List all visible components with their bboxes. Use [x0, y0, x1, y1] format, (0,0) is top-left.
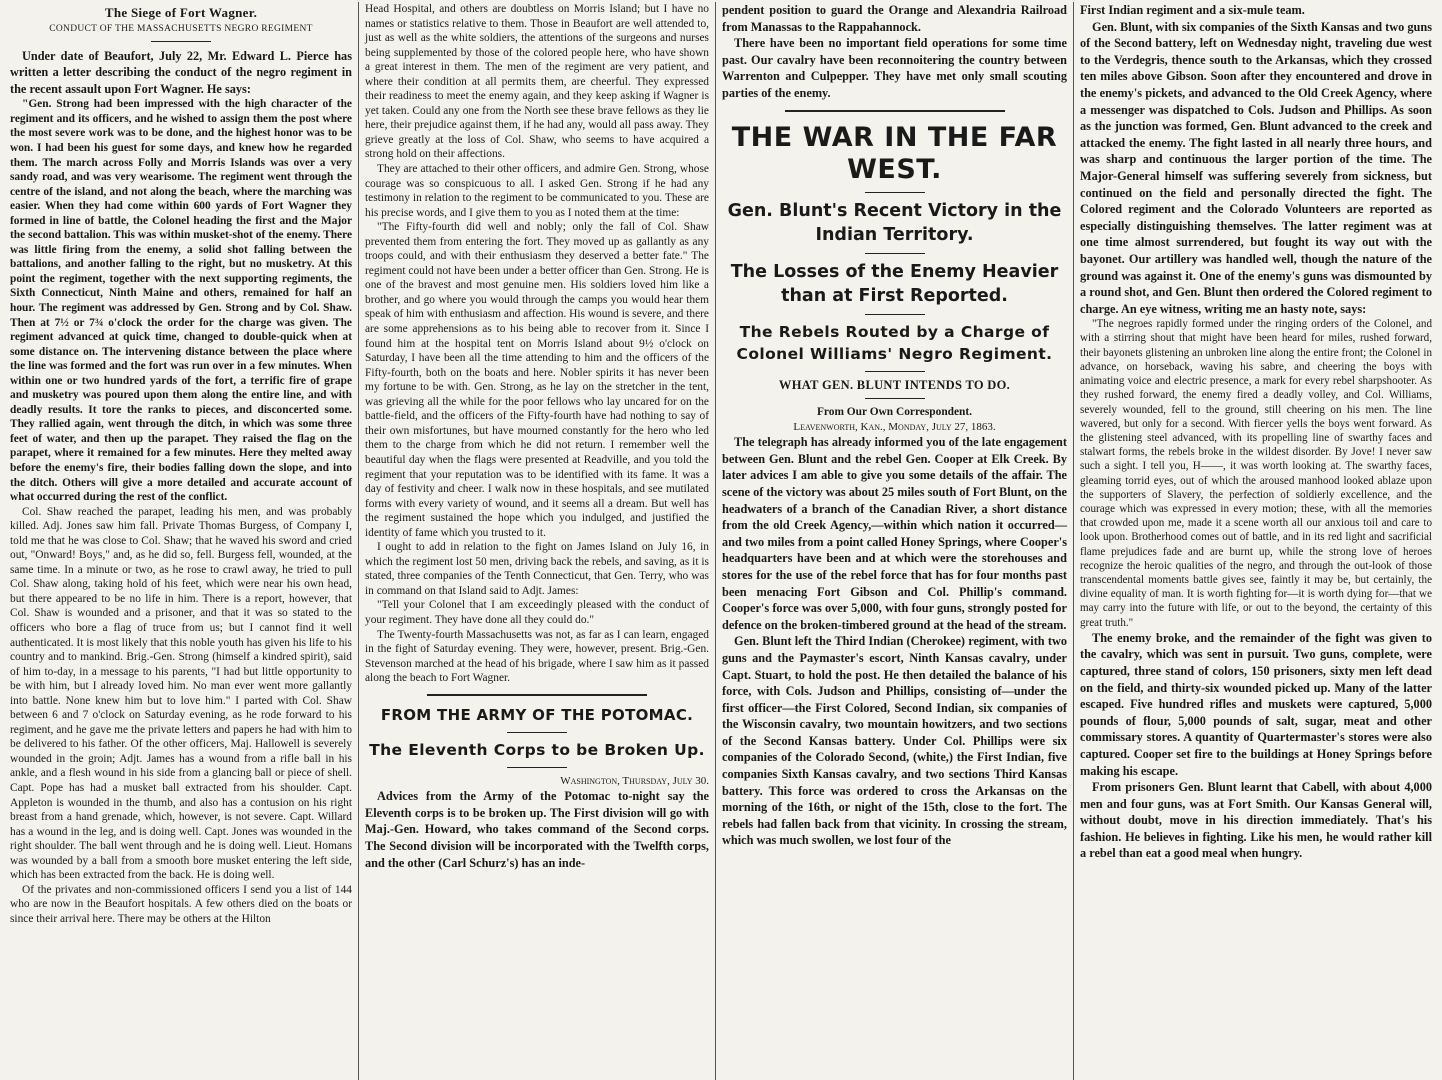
divider [507, 767, 567, 768]
paragraph: "The Fifty-fourth did well and nobly; only the fall of Col. Shaw prevented them from entering the fort. They moved up as gallantly as any troops could, and with their enthusiasm they deserved a better fate." The regiment could not have been under a better officer than Gen. Strong. He is one of the bravest and most genuine men. His soldiers loved him like a brother, and go where you would through the camps you would hear them speak of him with enthusiasm and affection. His wound is severe, and there are some apprehensions as to his being able to recover from it. Since I found him at the hospital tent on Morris Island about 9½ o'clock on Saturday, I have been all the time attending to him and the officers of the Fifty-fourth, both on the boats and here. Nobler spirits it has never been my fortune to be with. Gen. Strong, as he lay on the stretcher in the tent, was grieving all the while for the poor fellows who lay uncared for on the battle-field, and the officers of the Fifty-fourth have had nothing to say of their own misfortunes, but have mourned constantly for the hero who led them to the charge from which he did not return. I remember well the beautiful day when the flags were presented at Readville, and you told the regiment that your reputation was to be identified with its fame. It was a day of festivity and cheer. I walk now in these hospitals, and see mutilated forms with every variety of wound, and it seems all a dream. But well has the regiment sustained the hope which you indulged, and justified the identity of fame which you trusted to it. [365, 221, 709, 539]
divider [785, 110, 1005, 112]
column-2 [359, 2, 716, 1080]
paragraph: Gen. Blunt left the Third Indian (Cherokee) regiment, with two guns and the Paymaster's escort, Ninth Kansas cavalry, under Capt. Stuart, to hold the post. He then detailed the balance of his force, with Cols. Judson and Phillips, consisting of—under the first officer—the First Colored, Second Indian, six companies of the Wisconsin cavalry, two mountain howitzers, and two sections of the Second Kansas battery. Under Col. Phillips were six companies of the Colorado Second, (white,) the First Indian, five companies Sixth Kansas cavalry, and two sections Third Kansas battery. This force was ordered to cross the Arkansas on the morning of the 16th, or night of the 15th, close to the fort. The rebels had fallen back from that vicinity. In crossing the stream, which was much swollen, we lost four of the [722, 634, 1067, 848]
paragraph: From prisoners Gen. Blunt learnt that Cabell, with about 4,000 men and four guns, was at Fort Smith. Our Kansas General will, without doubt, move in his direction immediately. That's his fashion. He believes in fighting. Like his men, he would rather kill a rebel than eat a good meal when hungry. [1080, 780, 1432, 861]
divider [865, 371, 925, 372]
paragraph: Gen. Blunt, with six companies of the Sixth Kansas and two guns of the Second battery, left on Wednesday night, traveling due west to the Verdegris, thence south to the Arkansas, which they crossed ten miles above Gibson. Soon after they encountered and drove in the enemy's pickets, and advanced to the Old Creek Agency, where a messenger was dispatched to Cols. Judson and Phillips. As soon as the junction was formed, Gen. Blunt advanced to the creek and attacked the enemy. The fight lasted in all nearly three hours, and was sharp and continuous the larger portion of the time. The Major-General himself was suffering severely from sickness, but continued on the field and personally directed the fight. The Colored regiment and the Colorado Volunteers are reported as especially distinguishing themselves. The latter regiment was at one time almost surrendered, but fought its way out with the bayonet. Our artillery was handled well, though the nature of the ground was against it. One of the enemy's guns was dismounted by a round shot, and Gen. Blunt then ordered the Colored regiment to charge. An eye witness, writing me an hasty note, says: [1080, 19, 1432, 316]
paragraph: I ought to add in relation to the fight on James Island on July 16, in which the regiment lost 50 men, driving back the rebels, and saving, as it is stated, three companies of the Tenth Connecticut, that Gen. Terry, who was in command on that Island said to Adjt. James: [365, 541, 709, 597]
divider [865, 253, 925, 254]
divider [151, 41, 211, 42]
divider [507, 732, 567, 733]
paragraph: Head Hospital, and others are doubtless on Morris Island; but I have no names or statistics relative to them. Those in Beaufort are well attended to, just as well as the white soldiers, the attentions of the surgeons and nurses being supplemented by those of the colored people here, who have shown a great interest in them. The men of the regiment are very patient, and where their condition at all permits them, are cheerful. They expressed their readiness to meet the enemy again, and they keep asking if Wagner is yet taken. Could any one from the North see these brave fellows as they lie here, their prejudice against them, if he had any, would all pass away. They grieve greatly at the loss of Col. Shaw, who seems to have acquired a strong hold on their affections. [365, 3, 709, 161]
headline-deck-1: Gen. Blunt's Recent Victory in the Indian Territory. [727, 200, 1062, 245]
intro-paragraph: Under date of Beaufort, July 22, Mr. Edward L. Pierce has written a letter describing the conduct of the negro regiment in the recent assault upon Fort Wagner. He says: [10, 48, 352, 96]
paragraph: Advices from the Army of the Potomac to-night say the Eleventh corps is to be broken up. The First division will go with Maj.-Gen. Howard, who takes command of the Second corps. The Second division will be incorporated with the Twelfth corps, and the other (Carl Schurz's) has an inde- [365, 789, 709, 870]
paragraph: "Gen. Strong had been impressed with the high character of the regiment and its officers, and he wished to assign them the post where the most severe work was to be done, and the highest honor was to be won. I had been his guest for some days, and knew how he regarded them. The march across Folly and Morris Islands was over a very sandy road, and was very wearisome. The regiment went through the centre of the island, and not along the beach, where the marching was easier. When they had come within 600 yards of Fort Wagner they formed in line of battle, the Colonel heading the first and the Major the second battalion. This was within musket-shot of the enemy. There was little firing from the enemy, a solid shot falling between the battalions, and another falling to the right, but no musketry. At this point the regiment, together with the next supporting regiments, the Sixth Connecticut, Ninth Maine and others, remained for half an hour. The regiment was addressed by Gen. Strong and by Col. Shaw. Then at 7½ or 7¾ o'clock the order for the charge was given. The regiment advanced at quick time, changed to double-quick when at some distance on. The intervening distance between the place where the line was formed and the fort was run over in a few minutes. When within one or two hundred yards of the fort, a terrific fire of grape and musketry was poured upon them along the entire line, and with deadly results. It tore the ranks to pieces, and disconcerted some. They rallied again, went through the ditch, in which was some three feet of water, and then up the parapet. They raised the flag on the parapet, where it remained for a few minutes. Here they melted away before the enemy's fire, their bodies falling down the slope, and into the ditch. Others will give a more detailed and accurate account of what occurred during the rest of the conflict. [10, 98, 352, 504]
paragraph: The enemy broke, and the remainder of the fight was given to the cavalry, which was sent in pursuit. Two guns, complete, were captured, three stand of colors, 150 prisoners, sixty men left dead on the field, and thirty-six wounded picked up. Many of the latter escaped. Five hundred rifles and muskets were captured, 5,000 pounds of flour, 5,000 pounds of salt, sugar, meat and other commissary stores. A quantity of Quartermaster's stores were also captured. Cooper set fire to the buildings at Honey Springs before making his escape. [1080, 630, 1432, 778]
paragraph: Col. Shaw reached the parapet, leading his men, and was probably killed. Adj. Jones saw him fall. Private Thomas Burgess, of Company I, told me that he was close to Col. Shaw; that he waved his sword and cried out, "Onward! Boys," and, as he did so, fell. Burgess fell, wounded, at the same time. In a minute or two, as he rose to crawl away, he tried to pull Col. Shaw along, taking hold of his feet, which were near his own head, but there appeared to be no life in him. There is a report, however, that Col. Shaw is wounded and a prisoner, and that it was so stated to the officers who bore a flag of truce from us; but I cannot find it well authenticated. It is most likely that this noble youth has given his life to his country and to mankind. Brig.-Gen. Strong (himself a kindred spirit), said of him to-day, in a message to his parents, "I had but little opportunity to be with him, but I already loved him. No man ever went more gallantly into battle. None knew him but to love him." I parted with Col. Shaw between 6 and 7 o'clock on Saturday evening, as he rode forward to his regiment, and he gave me the private letters and papers he had with him to be delivered to his father. Of the other officers, Maj. Hallowell is severely wounded in the groin; Adjt. James has a wound from a rifle ball in his ankle, and a flesh wound in his side from a glancing ball or piece of shell. Capt. Pope has had a musket ball extracted from his shoulder. Capt. Appleton is wounded in the thumb, and also has a contusion on his right breast from a hand grenade, which, however, is not severe. Capt. Willard has a wound in the leg, and is doing well. Capt. Jones was wounded in the right shoulder. The ball went through and he is doing well. Lieut. Homans was wounded by a ball from a smooth bore musket entering the left side, which has been extracted from the back. He is doing well. [10, 505, 352, 882]
article-title: The Siege of Fort Wagner. [104, 5, 258, 20]
section-headline: FROM THE ARMY OF THE POTOMAC. [380, 705, 694, 724]
divider [865, 398, 925, 399]
paragraph: They are attached to their other officers, and admire Gen. Strong, whose courage was so conspicuous to all. I asked Gen. Strong if he had any testimony in relation to the regiment to be communicated to you. These are his precise words, and I give them to you as I noted them at the time: [365, 163, 709, 219]
paragraph: Of the privates and non-commissioned officers I send you a list of 144 who are now in the Beaufort hospitals. A few others died on the boats or since their arrival here. There may be others at the Hilton [10, 883, 352, 925]
divider [427, 694, 647, 696]
dateline: Washington, Thursday, July 30. [560, 774, 709, 787]
paragraph: "Tell your Colonel that I am exceedingly pleased with the conduct of your regiment. They have done all they could do." [365, 599, 709, 626]
headline-deck-4: WHAT GEN. BLUNT INTENDS TO DO. [778, 377, 1011, 392]
dateline: Leavenworth, Kan., Monday, July 27, 1863. [793, 420, 996, 433]
section-deck: The Eleventh Corps to be Broken Up. [369, 740, 705, 759]
byline: From Our Own Correspondent. [816, 406, 973, 419]
paragraph: The telegraph has already informed you of the late engagement between Gen. Blunt and the rebel Gen. Cooper at Elk Creek. By later advices I am able to give you some details of the affair. The scene of the victory was about 25 miles south of Fort Blunt, on the headwaters of a branch of the Canadian River, a short distance from the old Creek Agency,—within which nation it occurred—and two miles from a point called Honey Springs, where Cooper's headquarters have been and at which were the storehouses and stores for the use of the rebel force that has for four months past been menacing Fort Gibson and Col. Phillip's command. Cooper's force was over 5,000, with four guns, strongly posted for defence on the broken-timbered ground at the head of the stream. [722, 435, 1067, 632]
paragraph: There have been no important field operations for some time past. Our cavalry have been reconnoitering the country between Warrenton and Culpepper. They have met only small scouting parties of the enemy. [722, 36, 1067, 100]
divider [865, 192, 925, 193]
article-subtitle: CONDUCT OF THE MASSACHUSETTS NEGRO REGIMENT [49, 23, 313, 34]
headline-deck-2: The Losses of the Enemy Heavier than at First Reported. [730, 261, 1059, 306]
paragraph: First Indian regiment and a six-mule team. [1080, 3, 1305, 17]
quoted-passage: "The negroes rapidly formed under the ringing orders of the Colonel, and with a stirring shout that might have been heard for miles, rushed forward, their bayonets glistening an unbroken line along the entire front; the Colonel in advance, on horseback, waving his sabre, and cheering the boys with animating voice and electric presence, a mark for every rebel sharpshooter. As they rushed forward, the enemy fired a deadly volley, and Col. Williams, severely wounded, fell to the ground, still cheering on his men. The line wavered, but only for a second. With fiercer yells the boys went forward. As the glistening steel advanced, with its propelling line of swarthy faces and stalwart forms, the rebels broke in the wildest disorder. By Jove! I never saw such a sight. I tell you, H——, it was worth looking at. The swarthy faces, gleaming torrid eyes, out of which the aroused manhood looked ablaze upon the supporters of Slavery, the perfection of soldierly excellence, and the courage which was expressed in every motion; these, with all the memories that crowded upon me, made it a scene worth all our anxious toil and care to look upon. Brotherhood comes out of battle, and in its red light and sacrificial flame prejudices fade and are burnt up, while the strong love of heroes recognize the heroic qualities of the negro, and through the out-look of those transcendental moments battle gives see, faintly it may be, but certainly, the divine equality of man. It is worth fighting for—it is worth dying for—that we may carry into the future with life, or out to the beyond, the certainty of this great truth." [1080, 318, 1432, 629]
divider [865, 314, 925, 315]
column-3 [716, 2, 1074, 1080]
column-4 [1074, 2, 1438, 1080]
headline-deck-3: The Rebels Routed by a Charge of Colonel Williams' Negro Regiment. [736, 322, 1053, 363]
column-1 [4, 2, 359, 1080]
paragraph: pendent position to guard the Orange and Alexandria Railroad from Manassas to the Rappahannock. [722, 3, 1067, 34]
main-headline: THE WAR IN THE FAR WEST. [731, 121, 1058, 185]
paragraph: The Twenty-fourth Massachusetts was not, as far as I can learn, engaged in the fight of Saturday evening. They were, however, present. Brig.-Gen. Stevenson marched at the head of his brigade, where I saw him as it passed along the beach to Fort Wagner. [365, 628, 709, 685]
